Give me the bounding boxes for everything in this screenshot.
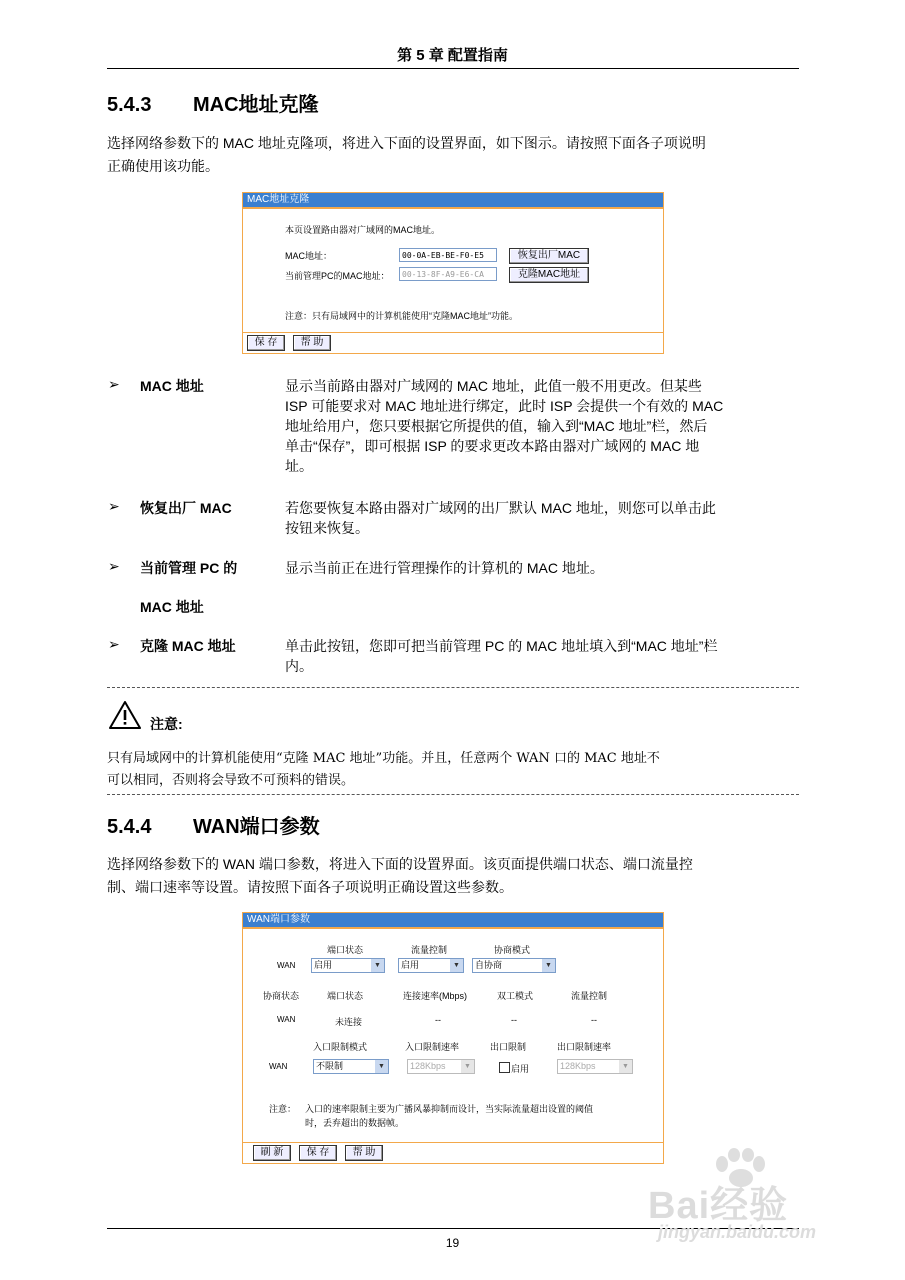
desc-line: 按钮来恢复。 <box>285 520 369 536</box>
status-value: -- <box>435 1015 441 1025</box>
watermark <box>648 1148 898 1248</box>
desc-line: 若您要恢复本路由器对广域网的出厂默认 MAC 地址，则您可以单击此 <box>285 500 716 516</box>
bullet-label-pc-mac-cont: MAC 地址 <box>140 599 204 615</box>
pc-mac-label: 当前管理PC的MAC地址： <box>285 271 390 281</box>
chevron-down-icon: ▼ <box>619 1060 632 1073</box>
desc-line: 单击“保存”，即可根据 ISP 的要求更改本路由器对广域网的 MAC 地 <box>285 438 700 454</box>
desc-line: 址。 <box>285 458 313 474</box>
select-value: 启用 <box>314 960 333 970</box>
help-button[interactable]: 帮 助 <box>345 1145 383 1161</box>
chevron-down-icon: ▼ <box>450 959 463 972</box>
bullet-desc-mac-address <box>285 376 789 476</box>
wan-label: WAN <box>269 1062 288 1071</box>
wan-port-panel <box>242 912 664 1164</box>
col-egress-rate: 出口限制速率 <box>557 1042 612 1052</box>
wan-label: WAN <box>277 961 296 970</box>
bullet-marker: ➢ <box>108 498 120 514</box>
bullet-desc-restore-mac <box>285 498 789 538</box>
select-value: 128Kbps <box>410 1061 446 1071</box>
save-button[interactable]: 保 存 <box>247 335 285 351</box>
chevron-down-icon: ▼ <box>375 1060 388 1073</box>
col-port-state: 端口状态 <box>327 945 364 955</box>
watermark-url: jingyan.baidu.com <box>658 1222 817 1242</box>
restore-factory-mac-button[interactable]: 恢复出厂MAC <box>509 248 589 264</box>
mac-address-label: MAC地址： <box>285 251 332 261</box>
page-header: 第 5 章 配置指南 <box>397 47 508 64</box>
port-state-select[interactable] <box>311 958 385 973</box>
col-egress-limit: 出口限制 <box>490 1042 527 1052</box>
watermark-brand: Bai经验 <box>648 1185 789 1227</box>
header-rule <box>107 68 799 69</box>
status-value: -- <box>591 1015 597 1025</box>
bullet-label-restore-mac: 恢复出厂 MAC <box>140 500 232 516</box>
help-button[interactable]: 帮 助 <box>293 335 331 351</box>
flow-control-select[interactable] <box>398 958 464 973</box>
notice-line: 只有局域网中的计算机能使用“克隆 MAC 地址”功能。并且，任意两个 WAN 口的 MAC 地址不 <box>107 751 660 766</box>
bullet-desc-pc-mac <box>285 558 789 578</box>
select-value: 128Kbps <box>560 1061 596 1071</box>
intro-line: 制、端口速率等设置。请按照下面各子项说明正确设置这些参数。 <box>107 879 513 895</box>
section-number: 5.4.3 <box>107 94 152 116</box>
panel-footer <box>243 332 663 353</box>
section-heading-wan-port <box>107 810 320 839</box>
mac-clone-panel <box>242 192 664 354</box>
refresh-button[interactable]: 刷 新 <box>253 1145 291 1161</box>
status-value: 未连接 <box>335 1017 363 1027</box>
bullet-label-mac-address: MAC 地址 <box>140 378 204 394</box>
chevron-down-icon: ▼ <box>542 959 555 972</box>
panel-title: MAC地址克隆 <box>243 193 663 209</box>
select-value: 启用 <box>401 960 420 970</box>
ingress-rate-select[interactable] <box>407 1059 475 1074</box>
bullet-marker: ➢ <box>108 558 120 574</box>
save-button[interactable]: 保 存 <box>299 1145 337 1161</box>
intro-line: 选择网络参数下的 WAN 端口参数，将进入下面的设置界面。该页面提供端口状态、端口流量控 <box>107 856 693 872</box>
section-title: WAN端口参数 <box>193 816 320 838</box>
bullet-marker: ➢ <box>108 376 120 392</box>
chevron-down-icon: ▼ <box>461 1060 474 1073</box>
panel-description: 本页设置路由器对广域网的MAC地址。 <box>285 225 441 235</box>
panel-footer <box>243 1142 663 1163</box>
notice-divider-bottom <box>107 794 799 795</box>
notice-divider-top <box>107 687 799 688</box>
notice-text <box>107 748 799 792</box>
desc-line: ISP 可能要求对 MAC 地址进行绑定，此时 ISP 会提供一个有效的 MAC <box>285 398 724 414</box>
notice-line: 可以相同，否则将会导致不可预料的错误。 <box>107 773 355 788</box>
egress-enable-label: 启用 <box>511 1064 530 1074</box>
col-ingress-mode: 入口限制模式 <box>313 1042 368 1052</box>
col-flow-control: 流量控制 <box>411 945 448 955</box>
desc-line: 内。 <box>285 658 313 674</box>
status-value: -- <box>511 1015 517 1025</box>
section-number: 5.4.4 <box>107 816 152 838</box>
status-value: WAN <box>277 1015 296 1024</box>
status-header: 连接速率(Mbps) <box>403 991 468 1001</box>
chevron-down-icon: ▼ <box>371 959 384 972</box>
negotiation-select[interactable] <box>472 958 556 973</box>
ingress-mode-select[interactable] <box>313 1059 389 1074</box>
status-header: 双工模式 <box>497 991 534 1001</box>
intro-line: 选择网络参数下的 MAC 地址克隆项，将进入下面的设置界面，如下图示。请按照下面各子项说明 <box>107 135 706 151</box>
notice-title: 注意: <box>150 716 183 732</box>
select-value: 自协商 <box>475 960 503 970</box>
col-ingress-rate: 入口限制速率 <box>405 1042 460 1052</box>
pc-mac-field: 00-13-8F-A9-E6-CA <box>399 267 497 281</box>
panel-title: WAN端口参数 <box>243 913 663 929</box>
desc-line: 显示当前正在进行管理操作的计算机的 MAC 地址。 <box>285 560 604 576</box>
section-title: MAC地址克隆 <box>193 94 319 116</box>
egress-rate-select[interactable] <box>557 1059 633 1074</box>
section-intro <box>107 132 799 178</box>
bullet-marker: ➢ <box>108 636 120 652</box>
note-line: 时，丢弃超出的数据帧。 <box>305 1118 405 1128</box>
bullet-desc-clone-mac <box>285 636 789 676</box>
panel-note: 注意：只有局域网中的计算机能使用“克隆MAC地址”功能。 <box>285 311 518 321</box>
desc-line: 显示当前路由器对广域网的 MAC 地址，此值一般不用更改。但某些 <box>285 378 702 394</box>
section-intro <box>107 853 799 899</box>
status-header: 协商状态 <box>263 991 300 1001</box>
mac-address-input[interactable]: 00-0A-EB-BE-F0-E5 <box>399 248 497 262</box>
col-negotiation: 协商模式 <box>494 945 531 955</box>
clone-mac-button[interactable]: 克隆MAC地址 <box>509 267 589 283</box>
egress-limit-checkbox[interactable] <box>499 1062 510 1073</box>
note-label: 注意： <box>269 1104 297 1114</box>
status-header: 端口状态 <box>327 991 364 1001</box>
desc-line: 地址给用户，您只要根据它所提供的值，输入到“MAC 地址”栏，然后 <box>285 418 708 434</box>
page-number: 19 <box>445 1236 460 1250</box>
bullet-label-clone-mac: 克隆 MAC 地址 <box>140 638 236 654</box>
section-heading-mac-clone <box>107 88 319 117</box>
note-line: 入口的速率限制主要为广播风暴抑制而设计，当实际流量超出设置的阈值 <box>305 1104 594 1114</box>
status-header: 流量控制 <box>571 991 608 1001</box>
desc-line: 单击此按钮，您即可把当前管理 PC 的 MAC 地址填入到“MAC 地址”栏 <box>285 638 718 654</box>
bullet-label-pc-mac: 当前管理 PC 的 <box>140 560 238 576</box>
warning-icon <box>108 700 142 735</box>
select-value: 不限制 <box>316 1061 344 1071</box>
intro-line: 正确使用该功能。 <box>107 158 219 174</box>
